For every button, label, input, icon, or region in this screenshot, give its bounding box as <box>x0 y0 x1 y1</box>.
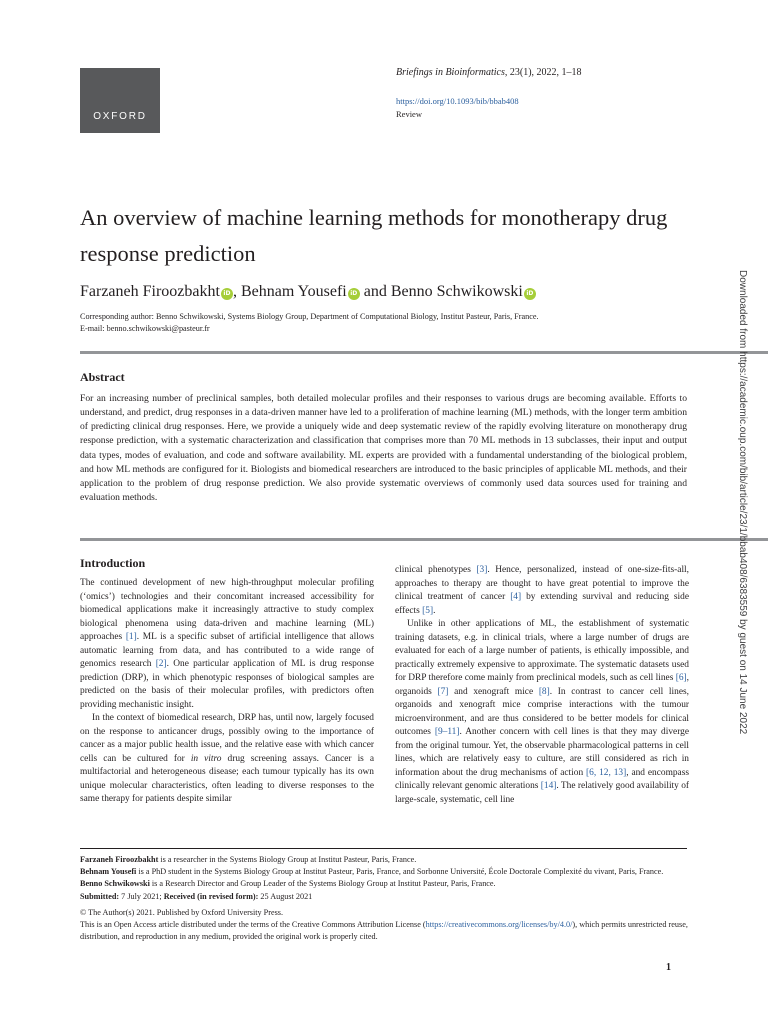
citation-link[interactable]: [2] <box>155 659 167 670</box>
article-type: Review <box>396 109 422 119</box>
license-text: This is an Open Access article distributed under the terms of the Creative Commons Attribution License ( <box>80 920 426 930</box>
citation-link[interactable]: [8] <box>538 686 550 697</box>
footnote-divider <box>80 848 687 849</box>
orcid-icon[interactable]: iD <box>348 288 360 300</box>
citation-link[interactable]: [9–11] <box>434 727 460 738</box>
license-link[interactable]: https://creativecommons.org/licenses/by/4.0/ <box>425 920 573 930</box>
orcid-icon[interactable]: iD <box>221 288 233 300</box>
citation-link[interactable]: [4] <box>510 592 522 603</box>
bio-text: is a researcher in the Systems Biology Group at Institut Pasteur, Paris, France. <box>158 855 417 864</box>
copyright: © The Author(s) 2021. Published by Oxford University Press. <box>80 907 284 917</box>
download-watermark: Downloaded from https://academic.oup.com/bib/article/23/1/bbab408/6383559 by guest on 14 June 2022 <box>737 270 748 735</box>
text-run: In the context of biomedical research, DRP has, until now, largely focused on the response to anticancer drugs, possibly owing to the importance of cancer as a major public health issue, and the relative ease with which cancer cells can be cultured for <box>80 713 374 764</box>
orcid-icon[interactable]: iD <box>524 288 536 300</box>
author-schwikowski[interactable]: Benno Schwikowski <box>390 283 523 300</box>
paragraph <box>80 577 374 712</box>
abstract-text: For an increasing number of preclinical samples, both detailed molecular profiles and their responses to various drugs are becoming available. Efforts to understand, and predict, drug responses in a data-driven manner have led to a proliferation of machine learning (ML) methods, with the longer term ambition of predicting clinical drug responses. Here, we provide a uniquely wide and deep systematic review of the rapidly evolving literature on monotherapy drug response prediction, with a systematic characterization and classification that comprises more than 70 ML methods in 13 subclasses, their input and output data types, modes of evaluation, and code and software availability. ML experts are provided with a fundamental understanding of the biological problem, and how ML methods are configured for it. Biologists and biomedical researchers are introduced to the basic principles of applicable ML methods, and their application to the problem of drug response prediction. We also provide systematic overviews of commonly used data sources used for training and evaluation methods. <box>80 393 687 504</box>
page-number: 1 <box>666 962 671 973</box>
author-bio <box>80 866 690 878</box>
corresponding-author: Corresponding author: Benno Schwikowski, Systems Biology Group, Department of Computational Biology, Institut Pasteur, Paris, France. <box>80 312 539 321</box>
column-right <box>395 564 689 807</box>
divider-top <box>80 351 768 354</box>
introduction-heading: Introduction <box>80 556 146 570</box>
journal-name: Briefings in Bioinformatics <box>396 67 505 78</box>
author-separator: , <box>232 283 241 300</box>
paragraph <box>80 712 374 807</box>
author-firoozbakht[interactable]: Farzaneh Firoozbakht <box>80 283 220 300</box>
text-run: . Hence, personalized, instead of one-size-fits-all, approaches to therapy are thought to have great potential to improve the clinical treatment of cancer <box>395 565 689 603</box>
citation-link[interactable]: [6, 12, 13] <box>586 767 627 778</box>
bio-text: is a PhD student in the Systems Biology Group at Institut Pasteur, Paris, France, and Sorbonne Université, École Doctorale Complexité du vivant, Paris, France. <box>136 867 664 877</box>
text-run: . The relatively good availability of large-scale, systematic, cell line <box>395 781 690 805</box>
text-run: by extending survival and reducing side effects <box>395 592 689 616</box>
citation-link[interactable]: [7] <box>437 686 449 697</box>
text-run: . Another concern with cell lines is that they may diverge from the original tumour. Yet, the observable pharmacological patterns in cell lines, which are relatively easy to culture, are still considered as rich in information about the drug mechanisms of action <box>395 727 690 778</box>
paragraph <box>395 618 689 807</box>
correspondence <box>80 311 700 335</box>
publisher-name: OXFORD <box>93 111 147 122</box>
author-bio <box>80 854 690 866</box>
submission-dates <box>80 891 690 903</box>
article-title: An overview of machine learning methods for monotherapy drug response prediction <box>80 205 668 266</box>
doi-link[interactable]: https://doi.org/10.1093/bib/bbab408 <box>396 96 519 106</box>
citation-link[interactable]: [5] <box>422 605 434 616</box>
citation-link[interactable]: [14] <box>540 781 557 792</box>
paragraph <box>395 564 689 618</box>
revised-date: 25 August 2021 <box>258 891 313 901</box>
author-yousefi[interactable]: Behnam Yousefi <box>240 283 347 300</box>
citation-link[interactable]: [1] <box>125 632 137 643</box>
author-separator: and <box>359 283 391 300</box>
corresponding-email[interactable]: E-mail: benno.schwikowski@pasteur.fr <box>80 324 210 333</box>
license <box>80 919 690 943</box>
submitted-date: 7 July 2021; <box>119 891 164 901</box>
license-text: ), which permits unrestricted reuse, distribution, and reproduction in any medium, provided the original work is properly cited. <box>80 920 688 942</box>
bio-name: Behnam Yousefi <box>80 867 137 877</box>
text-run: and xenograft mice <box>448 686 539 697</box>
bio-name: Farzaneh Firoozbakht <box>80 855 159 864</box>
author-list <box>80 281 700 303</box>
italic-term: in vitro <box>190 753 222 764</box>
bio-name: Benno Schwikowski <box>80 879 150 889</box>
text-run: . ML is a specific subset of artificial intelligence that allows automatic learning from data, and has contributed to a wide range of genomics research <box>80 632 374 670</box>
journal-citation <box>396 66 686 80</box>
author-bio <box>80 878 690 890</box>
journal-header <box>396 66 686 120</box>
text-run: The continued development of new high-throughput molecular profiling (‘omics’) technologies and their concomitant increased accessibility for biomedical applications make it increasingly attractive to study complex biological phenomena using data-driven and machine learning (ML) approaches <box>80 578 374 643</box>
citation-link[interactable]: [3] <box>476 565 488 575</box>
citation-link[interactable]: [6] <box>675 673 687 684</box>
oxford-logo <box>80 68 160 133</box>
text-run: clinical phenotypes <box>395 565 477 575</box>
text-run: Unlike in other applications of ML, the establishment of systematic training datasets, e.g. in clinical trials, where a large number of drugs are evaluated for each of a large number of patients, is ethically impossible, and practically extremely expensive to approximate. The systematic datasets used for DRP therefore come mainly from preclinical models, such as cell lines <box>395 619 689 684</box>
submitted-label: Submitted: <box>80 891 120 901</box>
journal-volume: , 23(1), 2022, 1–18 <box>504 67 582 78</box>
divider-abstract <box>80 538 768 541</box>
text-run: drug screening assays. Cancer is a multifactorial and heterogeneous disease; each tumour typically has its own unique molecular characteristics, often leading to diverse responses to the same therapy for patients despite similar <box>80 753 375 805</box>
abstract-heading: Abstract <box>80 370 125 384</box>
revised-label: Received (in revised form): <box>163 891 259 901</box>
footnotes <box>80 854 690 943</box>
bio-text: is a Research Director and Group Leader of the Systems Biology Group at Institut Pasteur, Paris, France. <box>149 879 496 889</box>
text-run: , and encompass clinically relevant genomic alterations <box>395 767 690 792</box>
column-left <box>80 577 374 807</box>
text-run: . <box>433 605 436 616</box>
text-run: . One particular application of ML is drug response prediction (DRP), in which phenotypic responses of biological samples are predicted on the basis of their molecular profiles, with predictors often providing mechanistic insight. <box>80 659 375 710</box>
text-run: . In contrast to cancer cell lines, organoids and xenograft mice comprise interactions with the tumour microenvironment, and are thus considered to be better models for clinical outcomes <box>395 686 689 738</box>
text-run: , organoids <box>395 673 689 697</box>
